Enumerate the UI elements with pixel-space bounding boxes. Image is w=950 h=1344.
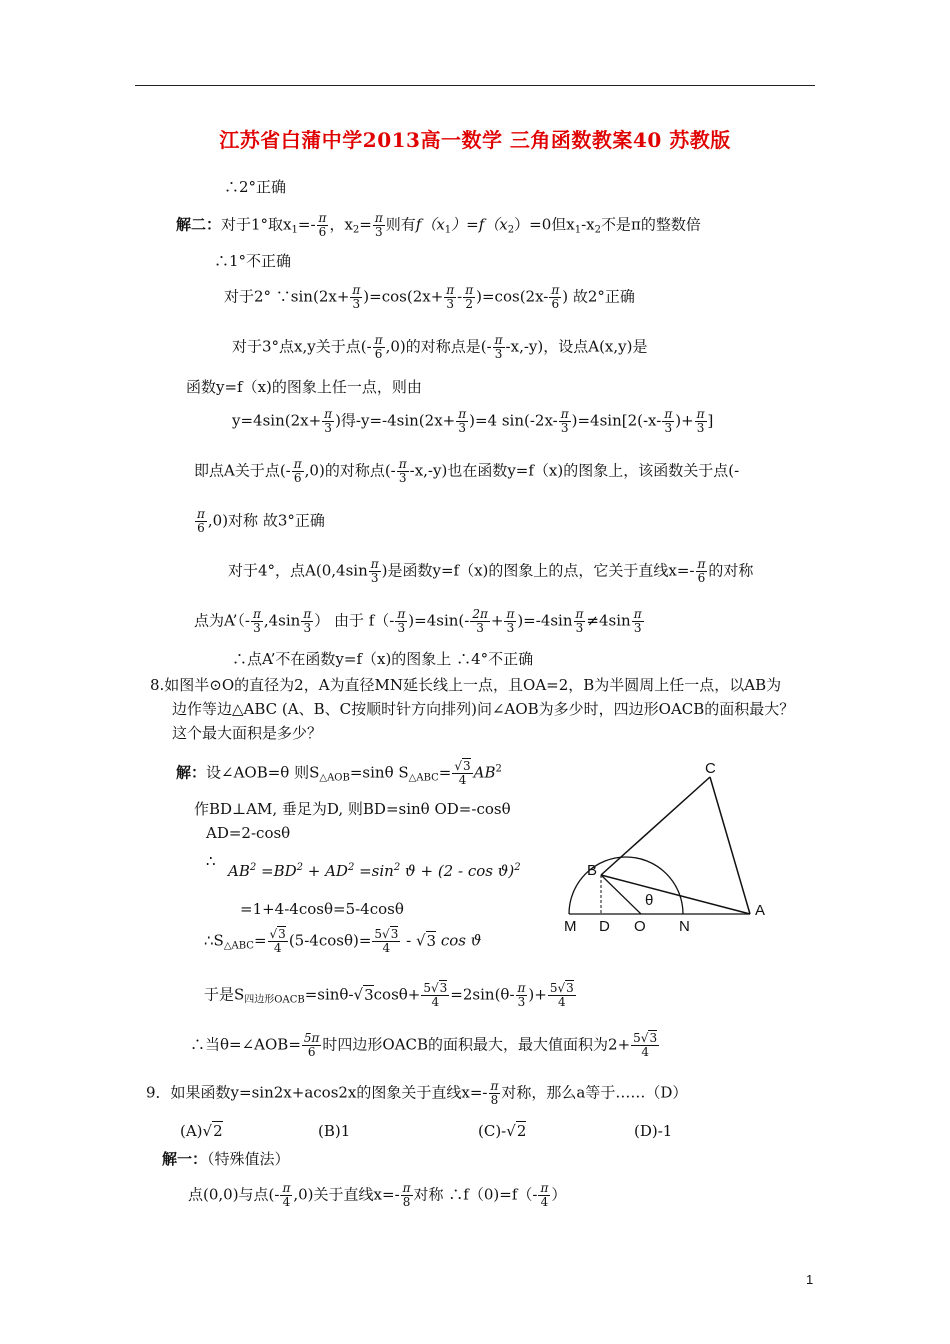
label-M: M <box>564 918 577 935</box>
page-title: 江苏省白蒲中学2013高一数学 三角函数教案40 苏教版 <box>219 128 731 152</box>
text-line: 对于4°，点A(0,4sin $\frac{\pi}{3}$ )是函数y=f（x)的图象上的点，它关于直线x=- $\frac{\pi}{6}$ 的对称 <box>228 557 754 586</box>
problem-8-cont: 边作等边△ABC (A、B、C按顺时针方向排列)问∠AOB为多少时，四边形OACB的面积最大？ <box>172 700 795 718</box>
option-a: (A)√2 <box>180 1122 223 1140</box>
text-line: 于是$S_{四边形OACB}=\sin\theta-√3\cos\theta+$ $\frac{5√3}{4}$ =2sin(θ- $\frac{\pi}{3}$ )+ $\frac{5√3}{4}$ <box>204 981 574 1010</box>
option-c: (C)-√2 <box>478 1122 527 1140</box>
text-line: 函数y=f（x)的图象上任一点，则由 <box>186 378 422 396</box>
text-line: 解一：（特殊值法） <box>162 1150 290 1168</box>
label-O: O <box>634 918 646 935</box>
text-line: ∴ <box>206 852 216 870</box>
text-line: 即点A关于点(- $\frac{\pi}{6}$ ,0)的对称点(- $\frac{\pi}{3}$ -x,-y)也在函数y=f（x)的图象上，该函数关于点(- <box>194 457 740 486</box>
text-line: ∴1°不正确 <box>214 252 292 270</box>
problem-9: 9．如果函数y=sin2x+acos2x的图象关于直线x=- $\frac{\pi}{8}$ 对称，那么a等于……（D） <box>146 1079 688 1108</box>
text-line: 点(0,0)与点(- $\frac{\pi}{4}$ ,0)关于直线x=- $\frac{\pi}{8}$ 对称 ∴f（0)=f（- $\frac{\pi}{4}$ ） <box>188 1181 567 1210</box>
problem-8-cont: 这个最大面积是多少？ <box>172 724 323 742</box>
label-N: N <box>679 918 690 935</box>
label-theta: θ <box>645 892 654 909</box>
line-BA <box>601 875 750 914</box>
geometry-figure <box>555 755 785 940</box>
problem-8: 8.如图半⊙O的直径为2，A为直径MN延长线上一点，且OA=2，B为半圆周上任一点，以AB为 <box>150 676 782 694</box>
text-line: y=4sin(2x+ $\frac{\pi}{3}$ )得-y=-4sin(2x+ $\frac{\pi}{3}$ )=4 sin(-2x- $\frac{\pi}{3}$ )=4sin[2(-x- $\frac{\pi}{3}$ )+ $\frac{\pi}{3}$ ] <box>232 407 714 436</box>
text-line: 作BD⊥AM, 垂足为D, 则BD=sinθ OD=-cosθ <box>194 800 511 818</box>
text-line: 解：设∠AOB=θ 则$S_{\triangle AOB}=\sin\theta$ $S_{\triangle ABC}=$ $\frac{√3}{4}$ $AB^2$ <box>176 759 502 788</box>
text-line: ∴点A’不在函数y=f（x)的图象上 ∴4°不正确 <box>232 650 534 668</box>
text-line: 对于2° ∵sin(2x+ $\frac{\pi}{3}$ )=cos(2x+ $\frac{\pi}{3}$ - $\frac{\pi}{2}$ )=cos(2x- $\frac{\pi}{6}$ ) 故2°正确 <box>224 283 635 312</box>
text-line: AD=2-cosθ <box>206 824 291 842</box>
text-line: =1+4-4cosθ=5-4cosθ <box>240 900 404 918</box>
label-D: D <box>599 918 610 935</box>
line-BC <box>601 777 710 875</box>
option-d: (D)-1 <box>634 1122 673 1140</box>
label-B: B <box>587 862 598 879</box>
text-line: 解二：对于1°取$x_1=-$ $\frac{\pi}{6}$ ，$x_2=$ $\frac{\pi}{3}$ 则有$f(x_1)=f(x_2)=0$但$x_1-x_2$不是π的整数倍 <box>176 211 701 240</box>
label-A: A <box>755 902 766 919</box>
page-number: 1 <box>806 1272 814 1287</box>
text-line: $\frac{\pi}{6}$ ,0)对称 故3°正确 <box>197 507 325 536</box>
option-b: (B)1 <box>318 1122 351 1140</box>
text-line: 点为A’（- $\frac{\pi}{3}$ ,4sin $\frac{\pi}{3}$ ） 由于 f（- $\frac{\pi}{3}$ )=4sin(- $\frac{2\pi}{3}$ + $\frac{\pi}{3}$ )=-4sin $\frac{\pi}{3}$ ≠4sin $\frac{\pi}{3}$ <box>194 607 642 636</box>
text-line: 对于3°点x,y关于点(- $\frac{\pi}{6}$ ,0)的对称点是(- $\frac{\pi}{3}$ -x,-y)，设点A(x,y)是 <box>232 333 648 362</box>
header-rule <box>135 85 815 86</box>
label-C: C <box>705 760 716 777</box>
text-line: ∴2°正确 <box>224 178 287 196</box>
text-line: $\therefore S_{\triangle ABC}=$ $\frac{√3}{4}$ (5-4cosθ)= $\frac{5√3}{4}$ - √3 cos ϑ <box>204 927 482 956</box>
text-line: $AB^2 =BD^2 + AD^2 =\sin^2$ ϑ + (2 - cos ϑ)$^2$ <box>228 862 521 880</box>
text-line: ∴当θ=∠AOB= $\frac{5\pi}{6}$ 时四边形OACB的面积最大，最大值面积为2+ $\frac{5√3}{4}$ <box>190 1031 658 1060</box>
line-CA <box>710 777 750 914</box>
